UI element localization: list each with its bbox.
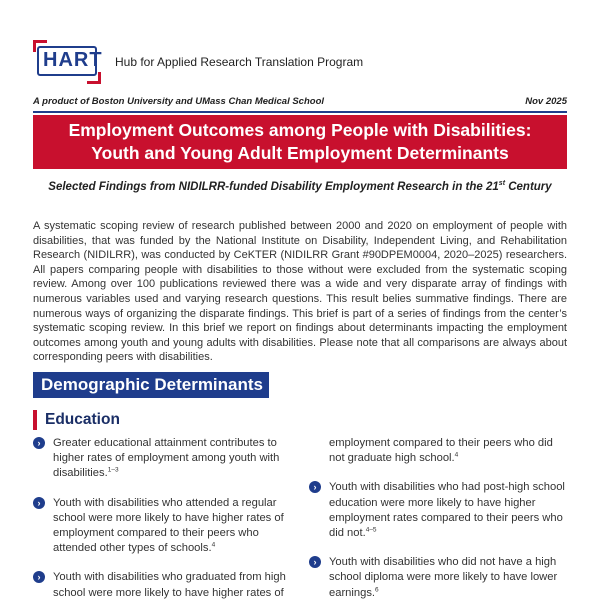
list-item: [33, 570, 291, 600]
intro-paragraph: A systematic scoping review of research published between 2000 and 2020 on employment of people with disabilities, that was funded by the National Institute on Disability, Independent Living, and Rehabilitation Research (NIDILRR), was conducted by CeKTER (NIDILRR Grant #90DPEM0004, 2020–2025) researchers. All papers comparing people with disabilities to those without were excluded from the systematic scoping review. Among over 100 publications reviewed there was a wide and very disparate array of findings with numerous variables used and varying research questions. This result belies summative findings. There are numerous ways of organizing the disparate findings. This brief is part of a series of findings from the center’s systematic scoping review. In this brief we report on findings about determinants impacting the employment outcomes among youth and young adults with disabilities. Please note that all comparisons are always about corresponding peers with disabilities.: [33, 220, 567, 364]
title-banner: [33, 115, 567, 169]
publish-date: Nov 2025: [525, 96, 567, 107]
bullet-column-left: [33, 436, 291, 600]
product-line: A product of Boston University and UMass Chan Medical School: [33, 96, 325, 107]
program-name: Hub for Applied Research Translation Program: [115, 55, 364, 69]
chevron-right-icon: ›: [33, 571, 45, 583]
title-line-1: Employment Outcomes among People with Disabilities:: [68, 120, 532, 140]
chevron-right-icon: ›: [309, 481, 321, 493]
subtitle: [33, 180, 567, 193]
subtitle-text: Selected Findings from NIDILRR-funded Disability Employment Research in the 21: [48, 180, 499, 193]
citation: 4–5: [365, 526, 377, 534]
subtitle-sup: st: [498, 180, 506, 187]
bullet-text: Youth with disabilities who had post-high school education were more likely to have higher employment rates compared to their peers who did not.: [329, 481, 565, 540]
citation: 1–3: [107, 466, 119, 474]
list-item: [309, 555, 567, 600]
citation: 6: [375, 585, 379, 593]
list-item: [33, 496, 291, 557]
chevron-right-icon: ›: [33, 497, 45, 509]
title-line-2: Youth and Young Adult Employment Determinants: [91, 143, 509, 163]
bullet-text: employment compared to their peers who did not graduate high school.: [329, 437, 553, 465]
list-item: [309, 480, 567, 541]
section-heading: Demographic Determinants: [33, 372, 269, 398]
logo-text: HART: [43, 49, 103, 71]
logo-bracket-bottom: [87, 72, 101, 84]
list-item: [33, 436, 291, 482]
bullet-text: Youth with disabilities who graduated from high school were more likely to have higher rates of: [53, 571, 286, 599]
subtitle-tail: Century: [505, 180, 552, 193]
bullet-column-right: [309, 436, 567, 600]
header: [33, 40, 573, 86]
chevron-right-icon: ›: [309, 556, 321, 568]
hart-logo: [33, 40, 103, 84]
bullet-text: Greater educational attainment contributes to higher rates of employment among youth with disabilities.: [53, 437, 280, 480]
citation: 4: [211, 541, 216, 549]
subsection-heading: Education: [33, 410, 120, 430]
bullet-text: Youth with disabilities who did not have a high school diploma were more likely to have lower earnings.: [329, 556, 558, 599]
divider: [33, 111, 567, 113]
bullet-text: Youth with disabilities who attended a regular school were more likely to have higher rates of employment compared to their peers who attended other types of schools.: [53, 496, 284, 555]
list-item-continuation: [309, 436, 567, 466]
chevron-right-icon: ›: [33, 437, 45, 449]
citation: 4: [454, 451, 459, 459]
